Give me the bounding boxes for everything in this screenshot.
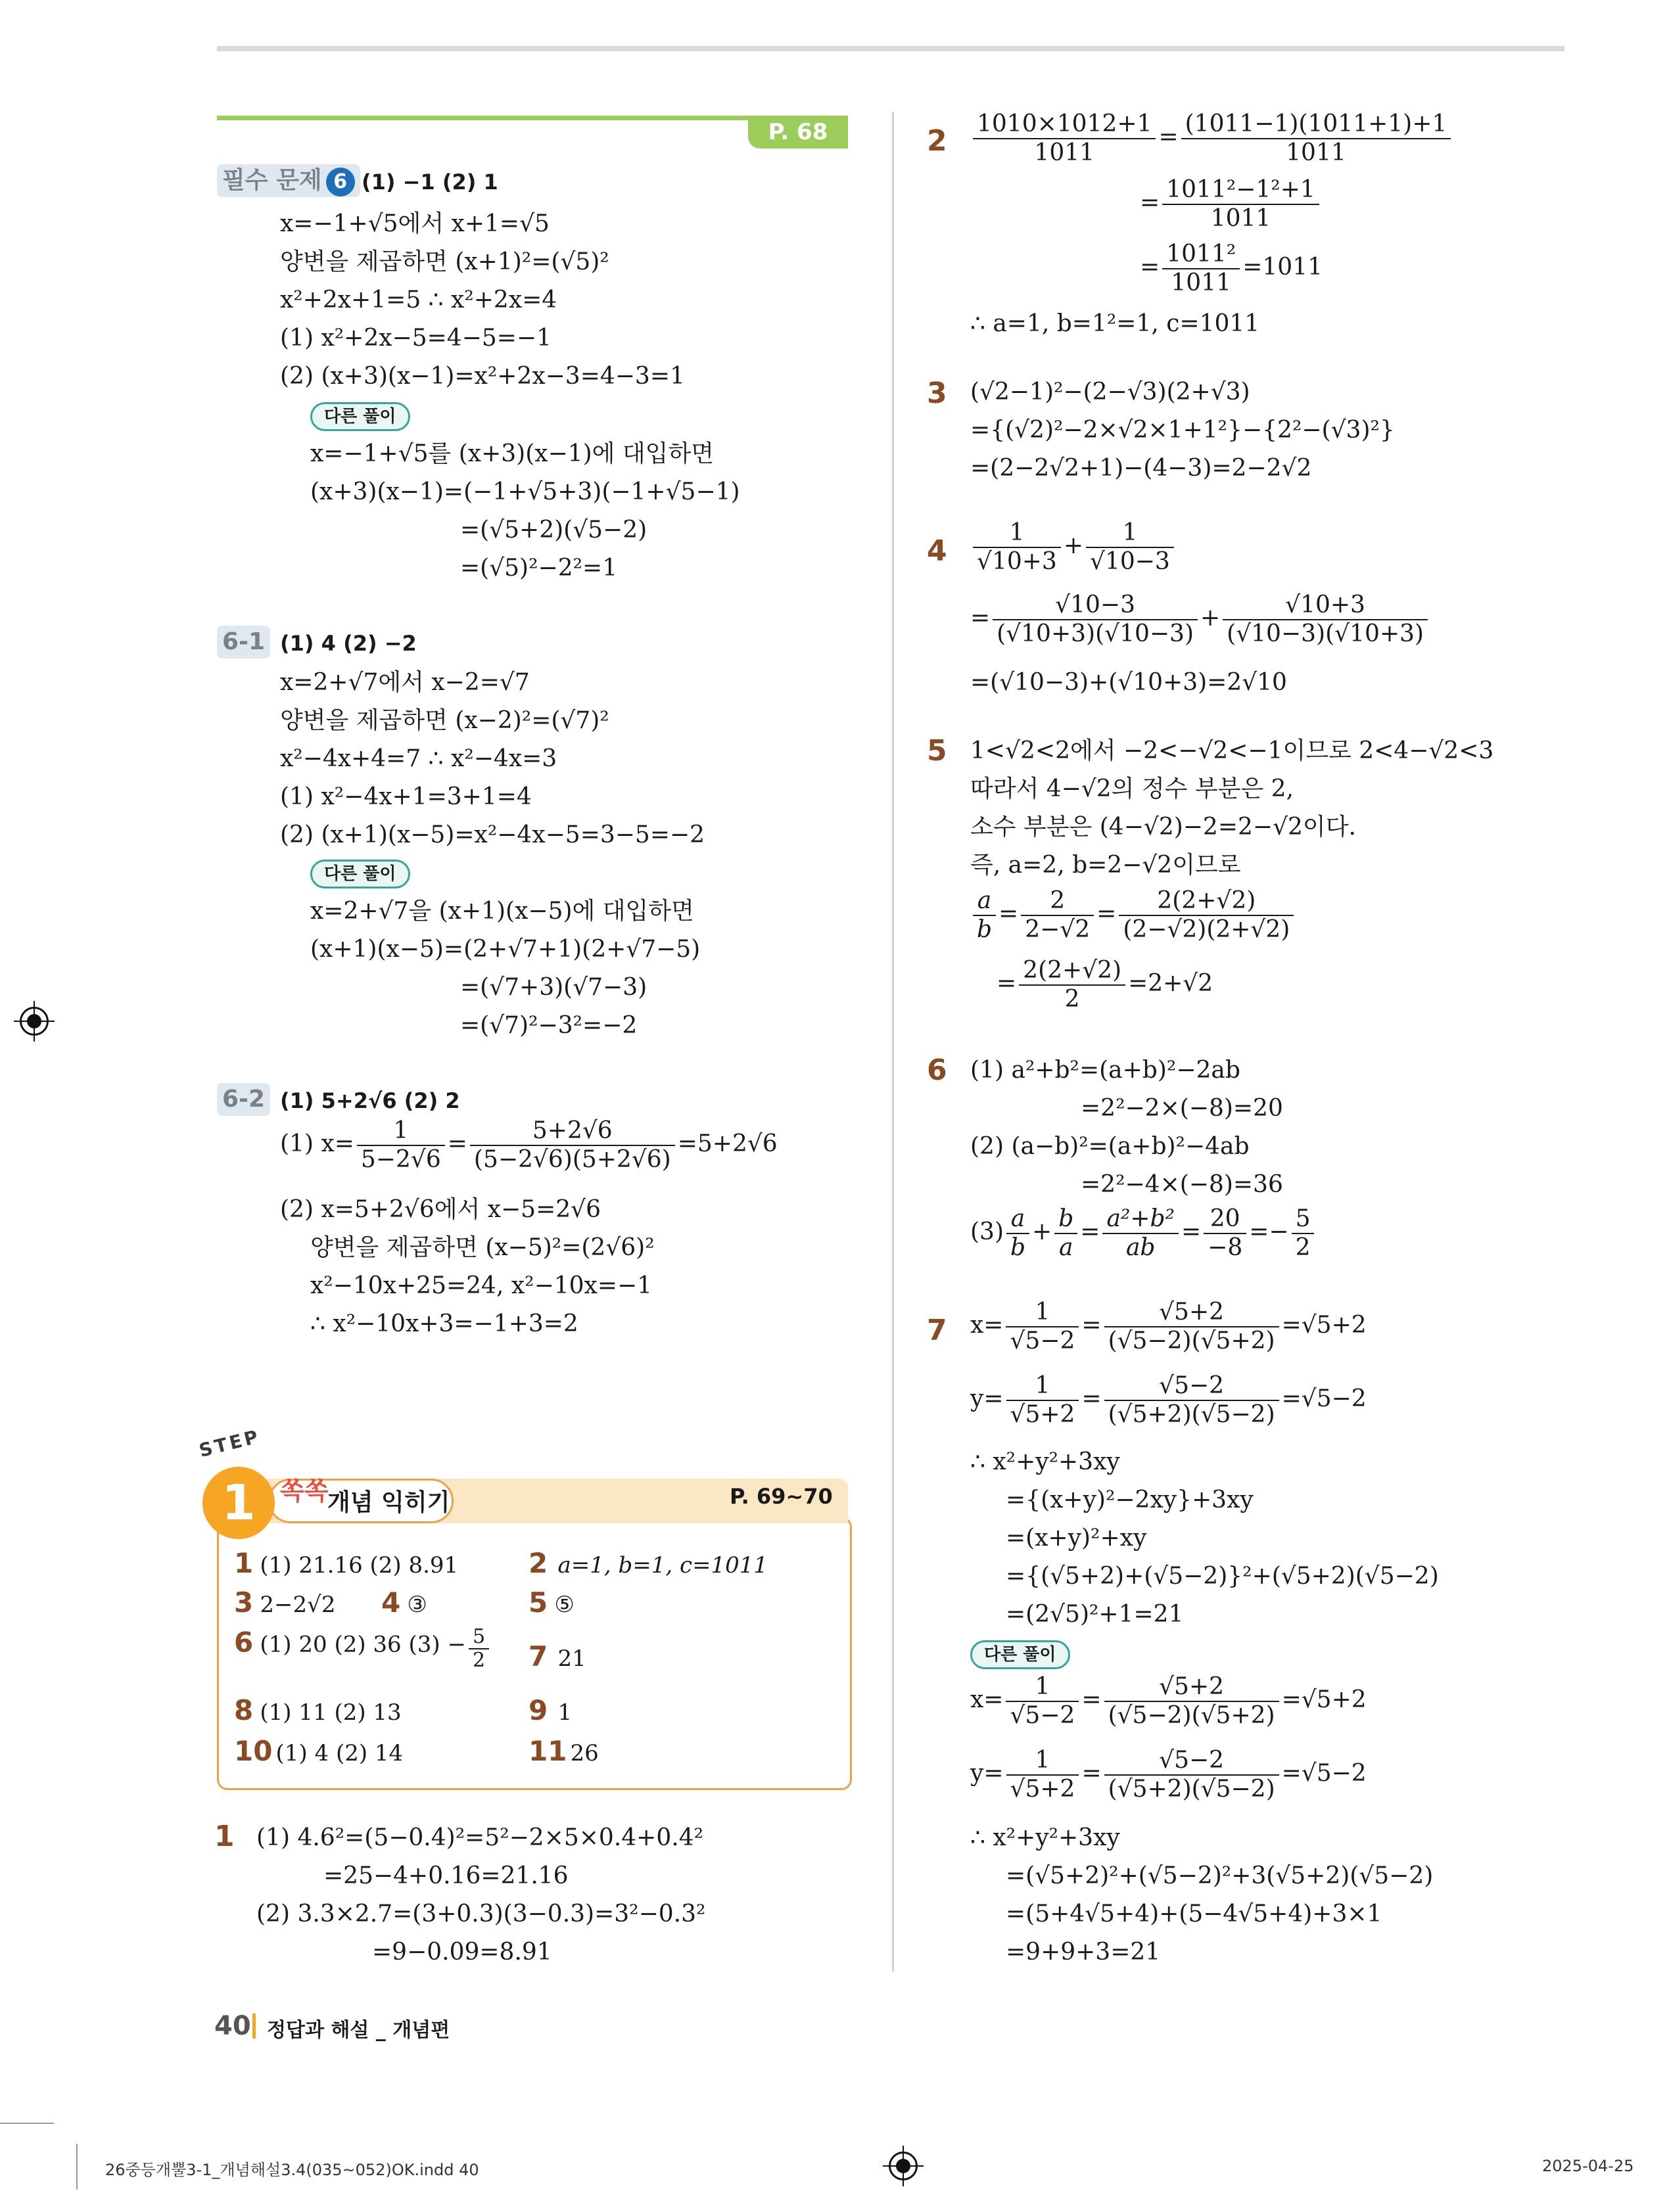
solution-line: x=−1+√5를 (x+3)(x−1)에 대입하면 <box>310 440 715 467</box>
answer-item <box>529 1694 572 1726</box>
fraction-line: $\frac{1010\times 1012+1}{1011}$ = $\frac{(1011-1)(1011+1)+1}{1011}$ <box>970 110 1453 167</box>
answer-number: 9 <box>529 1694 548 1726</box>
denominator: b <box>977 916 993 943</box>
fraction-line: y= $\frac{1}{√5+2}$ = $\frac{√5-2}{(√5+2)(√5-2)}$ =√5−2 <box>970 1747 1367 1803</box>
denominator: 2 <box>1295 1234 1311 1261</box>
registration-mark-icon <box>20 1007 49 1036</box>
fraction-line: (1) x= $\frac{1}{5-2√6}$ = $\frac{5+2√6}{(5-2√6)(5+2√6)}$ =5+2√6 <box>280 1117 778 1173</box>
solution-line: =(√7)²−3²=−2 <box>460 1012 638 1039</box>
fraction-line: x= $\frac{1}{√5-2}$ = $\frac{√5+2}{(√5-2)(√5+2)}$ =√5+2 <box>970 1673 1367 1729</box>
numerator: 1 <box>1006 1673 1079 1702</box>
numerator: 1 <box>1006 1747 1079 1776</box>
fraction <box>993 591 1198 648</box>
expr-text: =5+2√6 <box>677 1130 778 1157</box>
question-number: 2 <box>927 124 947 158</box>
fraction <box>1162 176 1319 233</box>
solution-line: =(√5)²−2²=1 <box>460 555 618 582</box>
answer-item <box>234 1735 403 1767</box>
fraction <box>469 1626 489 1672</box>
answer-value: ③ <box>407 1592 427 1618</box>
trim-mark <box>76 2144 78 2190</box>
solution-line: =9−0.09=8.91 <box>372 1939 552 1966</box>
problem-6-2-chip: 6-2 <box>217 1083 270 1116</box>
solution-line: 즉, a=2, b=2−√2이므로 <box>970 852 1241 879</box>
fraction <box>1104 1299 1279 1355</box>
solution-line: (2) x=5+2√6에서 x−5=2√6 <box>280 1196 601 1223</box>
answer-number: 5 <box>529 1586 548 1619</box>
numerator: 1 <box>357 1117 445 1146</box>
numerator: 2 <box>1021 887 1094 916</box>
solution-line: (x+1)(x−5)=(2+√7+1)(2+√7−5) <box>310 936 701 963</box>
answer-value: 26 <box>570 1740 599 1766</box>
alt-solution-badge: 다른 풀이 <box>970 1640 1070 1669</box>
numerator: √5−2 <box>1104 1372 1279 1401</box>
denominator: ab <box>1125 1234 1156 1261</box>
fraction <box>1102 1205 1179 1262</box>
expr-text: x= <box>970 1686 1004 1713</box>
solution-line: 양변을 제곱하면 (x+1)²=(√5)² <box>280 248 609 275</box>
answer-value: ⑤ <box>554 1592 575 1618</box>
solution-line: x=2+√7에서 x−2=√7 <box>280 669 530 696</box>
denominator: 2 <box>1064 986 1080 1013</box>
fraction <box>357 1117 445 1174</box>
answer-number: 1 <box>234 1547 254 1579</box>
answer-value: 2−2√2 <box>260 1592 336 1618</box>
expr-text: =√5−2 <box>1281 1760 1367 1787</box>
solution-line: x=−1+√5에서 x+1=√5 <box>280 210 550 237</box>
problem-6-2-answer: (1) 5+2√6 (2) 2 <box>280 1088 460 1113</box>
answer-item <box>529 1735 599 1767</box>
numerator: 1011²−1²+1 <box>1162 176 1319 205</box>
answer-number: 6 <box>234 1626 254 1659</box>
numerator: √5+2 <box>1104 1673 1279 1702</box>
required-problem-chip <box>217 164 360 197</box>
fraction-line: = $\frac{√10-3}{(√10+3)(√10-3)}$ + $\frac{√10+3}{(√10-3)(√10+3)}$ <box>970 591 1430 648</box>
fraction-line: x= $\frac{1}{√5-2}$ = $\frac{√5+2}{(√5-2)(√5+2)}$ =√5+2 <box>970 1299 1367 1354</box>
fraction-line: (3) $\frac{a}{b}$ + $\frac{b}{a}$ = $\frac{\text{a²+b²}}{ab}$ = $\frac{20}{-8}$ =− $\frac{5}{2}$ <box>970 1205 1317 1262</box>
solution-line: =2²−4×(−8)=36 <box>1081 1171 1283 1198</box>
denominator: 1011 <box>1171 269 1232 296</box>
fraction-line: y= $\frac{1}{√5+2}$ = $\frac{√5-2}{(√5+2)(√5-2)}$ =√5−2 <box>970 1372 1367 1428</box>
answer-value: 21 <box>557 1646 586 1672</box>
denominator: 1011 <box>1210 205 1271 232</box>
footer-bar <box>252 2014 256 2039</box>
solution-line: =(2√5)²+1=21 <box>1006 1601 1184 1628</box>
numerator: 1 <box>973 519 1061 548</box>
numerator: 1010×1012+1 <box>973 110 1156 139</box>
numerator: 1 <box>1006 1299 1079 1327</box>
fraction <box>1119 887 1294 944</box>
denominator: 2−√2 <box>1025 916 1091 943</box>
question-number: 4 <box>927 534 947 568</box>
fraction <box>470 1117 675 1174</box>
fraction-line: $\frac{a}{b}$ = $\frac{2}{2-√2}$ = $\frac{2(2+√2)}{(2-√2)(2+√2)}$ <box>970 887 1296 944</box>
fraction <box>973 110 1156 167</box>
answer-item <box>529 1640 586 1672</box>
fraction-line: = $\frac{2(2+√2)}{2}$ =2+√2 <box>997 957 1213 1013</box>
page-number: 40 <box>214 2011 251 2041</box>
fraction-line: = $\frac{\text{1011²}}{1011}$ =1011 <box>1140 241 1323 296</box>
fraction <box>1006 1372 1079 1429</box>
numerator: √10−3 <box>993 591 1198 620</box>
denominator: 5−2√6 <box>360 1146 441 1173</box>
answer-item <box>234 1694 402 1726</box>
answer-number: 7 <box>529 1640 548 1672</box>
numerator: √10+3 <box>1223 591 1428 620</box>
step-kor-label: 쏙쏙 <box>280 1477 329 1506</box>
solution-line: x=2+√7을 (x+1)(x−5)에 대입하면 <box>310 898 694 925</box>
fraction <box>1223 591 1428 648</box>
answer-item <box>381 1586 427 1619</box>
step-number: 1 <box>202 1467 275 1539</box>
expr-text: =√5+2 <box>1281 1312 1367 1339</box>
answer-number: 3 <box>234 1586 254 1619</box>
solution-line: (2) (x+3)(x−1)=x²+2x−3=4−3=1 <box>280 363 685 390</box>
denominator: (√10+3)(√10−3) <box>997 620 1194 647</box>
denominator: −8 <box>1208 1234 1243 1261</box>
answer-number: 4 <box>381 1586 401 1619</box>
answer-value: a=1, b=1, c=1011 <box>557 1552 768 1578</box>
numerator: 1 <box>1086 519 1174 548</box>
denominator: (√5−2)(√5+2) <box>1108 1702 1275 1729</box>
answer-value: 1 <box>557 1699 573 1726</box>
answer-value: (1) 4 (2) 14 <box>275 1740 404 1766</box>
solution-line: =2²−2×(−8)=20 <box>1081 1095 1283 1122</box>
solution-line: =(√5+2)²+(√5−2)²+3(√5+2)(√5−2) <box>1006 1862 1434 1889</box>
solution-line: 양변을 제곱하면 (x−5)²=(2√6)² <box>310 1234 655 1261</box>
solution-line: (2) (x+1)(x−5)=x²−4x−5=3−5=−2 <box>280 821 705 848</box>
denominator: 1011 <box>1286 139 1346 166</box>
solution-line: =(√10−3)+(√10+3)=2√10 <box>970 669 1287 696</box>
denominator: √5+2 <box>1010 1401 1075 1428</box>
denominator: (√5−2)(√5+2) <box>1108 1327 1275 1354</box>
solution-line: =(2−2√2+1)−(4−3)=2−2√2 <box>970 455 1312 482</box>
numerator: 2(2+√2) <box>1019 957 1125 986</box>
column-divider <box>892 112 894 1971</box>
required-problem-label: 필수 문제 <box>222 167 322 194</box>
solution-line: x²−10x+25=24, x²−10x=−1 <box>310 1272 653 1299</box>
question-number: 7 <box>927 1314 947 1347</box>
solution-line: ∴ x²+y²+3xy <box>970 1448 1120 1475</box>
question-number: 3 <box>927 377 947 410</box>
expr-text: =2+√2 <box>1128 970 1213 997</box>
denominator: a <box>1059 1234 1073 1261</box>
denominator: (√10−3)(√10+3) <box>1227 620 1424 647</box>
fraction <box>1006 1673 1079 1730</box>
solution-line: ={(√5+2)+(√5−2)}²+(√5+2)(√5−2) <box>1006 1563 1439 1590</box>
solution-line: (2) 3.3×2.7=(3+0.3)(3−0.3)=3²−0.3² <box>256 1901 706 1927</box>
slug-date: 2025-04-25 <box>1542 2157 1634 2175</box>
fraction <box>1019 957 1125 1013</box>
fraction <box>1204 1205 1246 1262</box>
numerator: √5−2 <box>1104 1747 1279 1776</box>
solution-line: (√2−1)²−(2−√3)(2+√3) <box>970 379 1250 405</box>
answer-item <box>529 1547 768 1579</box>
fraction <box>1086 519 1174 576</box>
answer-item <box>234 1547 458 1579</box>
solution-line: 따라서 4−√2의 정수 부분은 2, <box>970 775 1294 802</box>
solution-line: ={(x+y)²−2xy}+3xy <box>1006 1486 1254 1513</box>
fraction <box>1104 1747 1279 1803</box>
numerator: 5 <box>469 1626 489 1649</box>
solution-line: =(5+4√5+4)+(5−4√5+4)+3×1 <box>1006 1901 1382 1927</box>
required-answer: (1) −1 (2) 1 <box>362 170 498 195</box>
answer-value: (1) 11 (2) 13 <box>260 1699 402 1726</box>
expr-text: y= <box>970 1760 1004 1787</box>
denominator: √10−3 <box>1090 548 1170 575</box>
question-number: 5 <box>927 734 947 768</box>
solution-line: =9+9+3=21 <box>1006 1939 1161 1966</box>
fraction <box>973 887 996 944</box>
step-word: STEP <box>197 1425 263 1462</box>
solution-line: =(x+y)²+xy <box>1006 1525 1147 1552</box>
denominator: b <box>1010 1234 1026 1261</box>
solution-line: ∴ a=1, b=1²=1, c=1011 <box>970 310 1260 337</box>
answer-value: (1) 21.16 (2) 8.91 <box>260 1552 459 1578</box>
solution-line: (1) 4.6²=(5−0.4)²=5²−2×5×0.4+0.4² <box>256 1824 704 1851</box>
problem-6-1-chip: 6-1 <box>217 626 270 658</box>
solution-line: (1) a²+b²=(a+b)²−2ab <box>970 1057 1240 1084</box>
slug-file: 26중등개뿔3-1_개념해설3.4(035~052)OK.indd 40 <box>105 2161 479 2179</box>
fraction <box>1021 887 1094 944</box>
fraction-line: $\frac{1}{√10+3}$ + $\frac{1}{√10-3}$ <box>970 519 1177 576</box>
answer-number: 11 <box>529 1735 567 1767</box>
denominator: (2−√2)(2+√2) <box>1123 916 1290 943</box>
solution-line: x²−4x+4=7 ∴ x²−4x=3 <box>280 745 557 772</box>
expr-text: =√5+2 <box>1281 1686 1367 1713</box>
step-pages: P. 69~70 <box>730 1484 833 1509</box>
answer-number: 2 <box>529 1547 548 1579</box>
denominator: (5−2√6)(5+2√6) <box>473 1146 671 1173</box>
fraction <box>1054 1205 1077 1262</box>
numerator: 5+2√6 <box>470 1117 675 1146</box>
answer-number: 10 <box>234 1735 273 1767</box>
question-number: 6 <box>927 1053 947 1087</box>
trim-mark <box>0 2123 54 2124</box>
step-title: 개념 익히기 <box>327 1489 450 1516</box>
solution-line: 양변을 제곱하면 (x−2)²=(√7)² <box>280 707 609 734</box>
expr-text: (1) x= <box>280 1130 354 1157</box>
answer-item <box>234 1586 335 1619</box>
numerator: √5+2 <box>1104 1299 1279 1327</box>
answer-value: (1) 20 (2) 36 (3) − <box>260 1631 466 1658</box>
solution-line: ∴ x²−10x+3=−1+3=2 <box>310 1310 578 1337</box>
solution-line: =25−4+0.16=21.16 <box>323 1862 569 1889</box>
denominator: √10+3 <box>977 548 1057 575</box>
expr-text: y= <box>970 1385 1004 1412</box>
denominator: 1011 <box>1034 139 1095 166</box>
page-tab: P. 68 <box>748 116 848 149</box>
solution-line: 1<√2<2에서 −2<−√2<−1이므로 2<4−√2<3 <box>970 737 1494 764</box>
numerator: (1011−1)(1011+1)+1 <box>1181 110 1451 139</box>
answer-item <box>529 1586 575 1619</box>
solution-line: (1) x²+2x−5=4−5=−1 <box>280 325 552 352</box>
numerator: 2(2+√2) <box>1119 887 1294 916</box>
numerator: b <box>1054 1205 1077 1234</box>
problem-6-1-answer: (1) 4 (2) −2 <box>280 631 417 656</box>
solution-line: 소수 부분은 (4−√2)−2=2−√2이다. <box>970 814 1356 841</box>
fraction <box>1006 1205 1029 1262</box>
denominator: (√5+2)(√5−2) <box>1108 1401 1275 1428</box>
registration-mark-icon <box>889 2152 918 2180</box>
alt-solution-badge: 다른 풀이 <box>310 402 410 431</box>
top-rule <box>217 46 1564 51</box>
expr-text: =√5−2 <box>1281 1385 1367 1412</box>
fraction <box>973 519 1061 576</box>
denominator: √5−2 <box>1010 1702 1075 1729</box>
fraction <box>1162 241 1240 297</box>
denominator: (√5+2)(√5−2) <box>1108 1776 1275 1803</box>
fraction <box>1006 1299 1079 1355</box>
numerator: a <box>973 887 996 916</box>
solution-line: (2) (a−b)²=(a+b)²−4ab <box>970 1133 1250 1160</box>
expr-text: (3) <box>970 1218 1004 1245</box>
expr-text: x= <box>970 1312 1004 1339</box>
answer-item <box>234 1626 492 1672</box>
answer-number: 8 <box>234 1694 254 1726</box>
solution-line: ={(√2)²−2×√2×1+1²}−{2²−(√3)²} <box>970 417 1395 444</box>
fraction <box>1181 110 1451 167</box>
solution-line: (x+3)(x−1)=(−1+√5+3)(−1+√5−1) <box>310 478 740 505</box>
solution-line: ∴ x²+y²+3xy <box>970 1824 1120 1851</box>
denominator: √5+2 <box>1010 1776 1075 1803</box>
numerator: 1 <box>1006 1372 1079 1401</box>
solution-line: =(√5+2)(√5−2) <box>460 517 647 543</box>
numerator: 20 <box>1204 1205 1246 1234</box>
footer-title: 정답과 해설 _ 개념편 <box>267 2019 450 2042</box>
fraction <box>1006 1747 1079 1803</box>
expr-text: =1011 <box>1242 254 1323 281</box>
solution-line: (1) x²−4x+1=3+1=4 <box>280 783 532 810</box>
numerator: a²+b² <box>1102 1205 1179 1234</box>
numerator: 5 <box>1292 1205 1315 1234</box>
fraction <box>1292 1205 1315 1262</box>
solution-line: =(√7+3)(√7−3) <box>460 974 647 1001</box>
denominator: 2 <box>472 1649 486 1672</box>
numerator: 1011² <box>1162 241 1240 269</box>
denominator: √5−2 <box>1010 1327 1075 1354</box>
question-number: 1 <box>214 1820 235 1853</box>
alt-solution-badge: 다른 풀이 <box>310 860 410 888</box>
required-problem-number: 6 <box>326 168 355 196</box>
solution-line: x²+2x+1=5 ∴ x²+2x=4 <box>280 287 557 313</box>
fraction <box>1104 1372 1279 1429</box>
numerator: a <box>1006 1205 1029 1234</box>
fraction-line: = $\frac{\text{1011²−1²+1}}{1011}$ <box>1140 176 1322 233</box>
fraction <box>1104 1673 1279 1730</box>
